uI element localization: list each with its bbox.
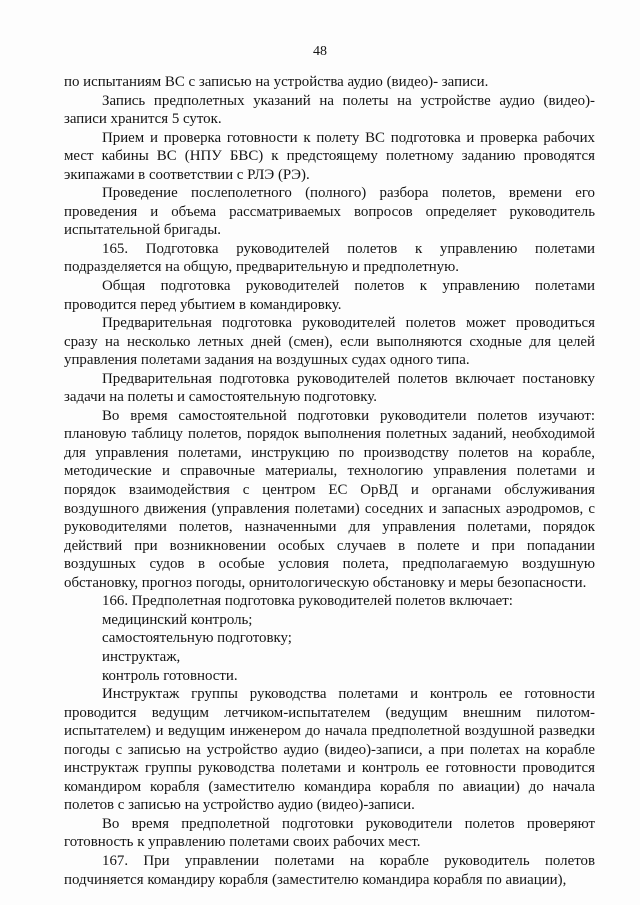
list-item: инструктаж, <box>102 648 181 665</box>
body-text <box>64 73 595 889</box>
paragraph: Общая подготовка руководителей полетов к управлению полетами проводится перед убытием в командировку. <box>64 278 595 313</box>
paragraph: Инструктаж группы руководства полетами и контроль ее готовности проводится ведущим летчиком-испытателем (ведущим внешним пилотом-испытателем) и ведущим инженером до начала предполетной воздушной разведки погоды с записью на устройство аудио (видео)-записи, а при полетах на корабле инструктаж группы руководства полетами и контроль ее готовности проводится командиром корабля (заместителю командира корабля по авиации) до начала полетов с записью на устройство аудио (видео)-записи. <box>64 686 595 814</box>
paragraph-167: 167. При управлении полетами на корабле руководитель полетов подчиняется командиру корабля (заместителю командира корабля по авиации), <box>64 852 595 888</box>
paragraph: по испытаниям ВС с записью на устройства аудио (видео)- записи. <box>64 74 489 90</box>
page-number: 48 <box>313 44 327 59</box>
paragraph: Прием и проверка готовности к полету ВС подготовка и проверка рабочих мест кабины ВС (НПУ БВС) к предстоящему полетному заданию проводятся экипажами в соответствии с РЛЭ (РЭ). <box>64 129 595 183</box>
list-item: медицинский контроль; <box>102 611 253 628</box>
paragraph: Запись предполетных указаний на полеты на устройстве аудио (видео)- записи хранится 5 суток. <box>64 92 595 128</box>
paragraph: Во время предполетной подготовки руководители полетов проверяют готовность к управлению полетами своих рабочих мест. <box>64 815 595 851</box>
paragraph: Предварительная подготовка руководителей полетов может проводиться сразу на несколько летных дней (смен), если выполняются сходные для целей управления полетами задания на воздушных судах одного типа. <box>64 315 595 369</box>
paragraph: Предварительная подготовка руководителей полетов включает постановку задачи на полеты и самостоятельную подготовку. <box>64 370 595 406</box>
paragraph: Во время самостоятельной подготовки руководители полетов изучают: плановую таблицу полетов, порядок выполнения полетных заданий, необходимой для управления полетами, инструкцию по производству полетов на корабле, методические и справочные материалы, технологию управления полетами и порядок взаимодействия с центром ЕС ОрВД и органами обслуживания воздушного движения (управления полетами) соседних и запасных аэродромов, с руководителями полетов, назначенными для управления полетами, порядок действий при возникновении особых случаев в полете и при попадании воздушных судов в особые условия полета, предполагаемую воздушную обстановку, прогноз погоды, орнитологическую обстановку и меры безопасности. <box>64 407 595 591</box>
paragraph: Проведение послеполетного (полного) разбора полетов, времени его проведения и объема рассматриваемых вопросов определяет руководитель испытательной бригады. <box>64 185 595 239</box>
list-item: самостоятельную подготовку; <box>102 630 292 647</box>
list-item: контроль готовности. <box>102 667 238 684</box>
paragraph-165: 165. Подготовка руководителей полетов к управлению полетами подразделяется на общую, предварительную и предполетную. <box>64 240 595 276</box>
paragraph-166: 166. Предполетная подготовка руководителей полетов включает: <box>102 593 513 610</box>
